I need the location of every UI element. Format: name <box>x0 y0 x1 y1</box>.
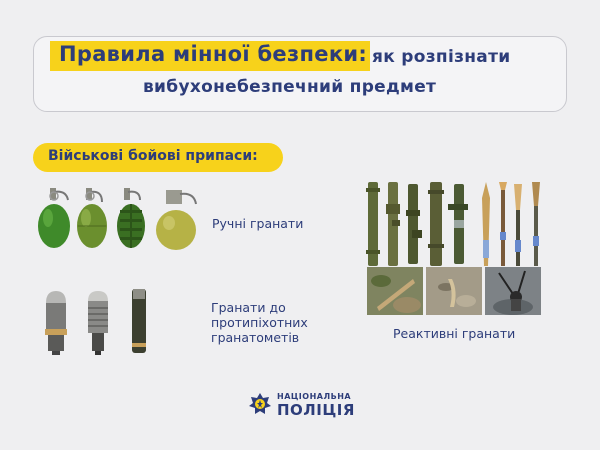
police-badge-icon <box>248 392 272 416</box>
launcher-tube-5-icon <box>448 184 468 264</box>
rocket-3-icon <box>514 184 522 266</box>
hand-grenades-image <box>36 186 201 252</box>
grenade-round-icon <box>156 190 196 250</box>
rocket-2-icon <box>499 182 507 266</box>
launcher-tube-1-icon <box>366 182 380 266</box>
rpg-round-2-icon <box>88 291 108 355</box>
rpg-round-1-icon <box>45 291 67 355</box>
logo-text-top: НАЦІОНАЛЬНА <box>277 392 352 401</box>
launcher-tube-3-icon <box>406 184 422 264</box>
hand-grenades-label: Ручні гранати <box>212 216 304 231</box>
rpg-round-3-icon <box>132 289 146 353</box>
launcher-tube-2-icon <box>386 182 400 266</box>
launcher-tube-4-icon <box>428 182 444 266</box>
grenade-f1-icon <box>77 188 107 248</box>
grenade-rgd5-icon <box>38 188 70 248</box>
photo-ground-3 <box>485 267 541 315</box>
title-line2: вибухонебезпечний предмет <box>143 77 437 97</box>
rocket-grenades-photos <box>367 267 541 315</box>
rpg-grenades-label: Гранати до протипіхотних гранатометів <box>211 300 308 345</box>
rocket-grenades-label: Реактивні гранати <box>393 326 516 341</box>
rpg-grenades-image <box>40 287 160 357</box>
rocket-1-icon <box>482 182 490 266</box>
title-line1-rest: як розпізнати <box>372 47 511 67</box>
photo-ground-2 <box>426 267 482 315</box>
logo-text-bottom: ПОЛІЦІЯ <box>277 401 355 419</box>
rocket-launchers-image <box>362 180 548 266</box>
photo-ground-1 <box>367 267 423 315</box>
subtitle: Військові бойові припаси: <box>48 148 258 164</box>
rocket-4-icon <box>532 182 540 266</box>
grenade-ribbed-icon <box>117 188 145 248</box>
title-line1-highlight: Правила мінної безпеки: <box>59 42 368 66</box>
